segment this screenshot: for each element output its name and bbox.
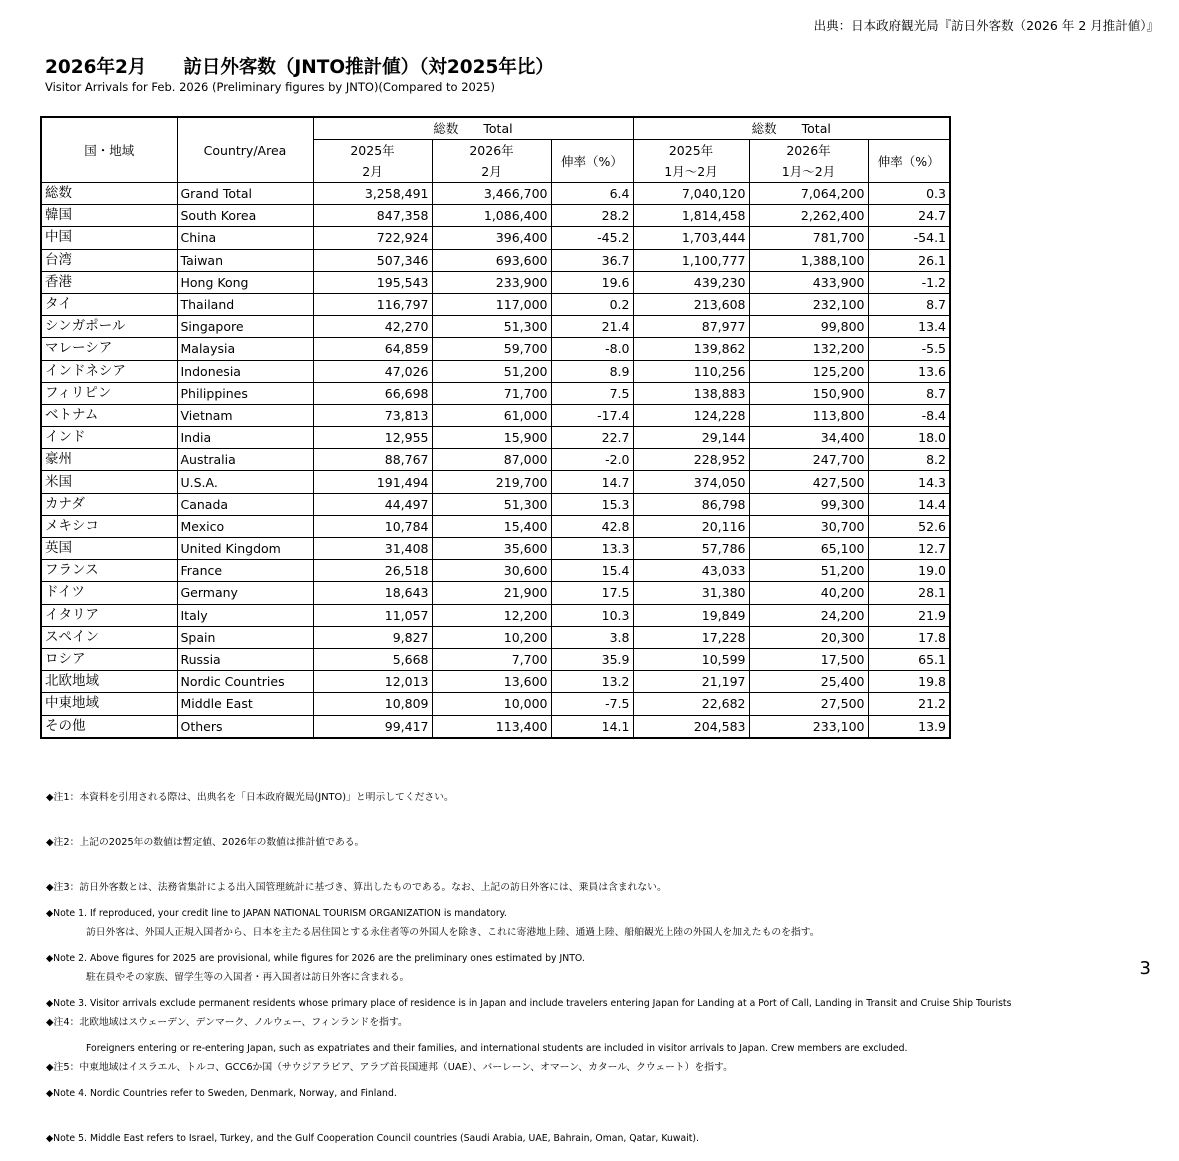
ytd-2025-value: 87,977 [633,316,749,338]
note-en-3: ◆Note 3. Visitor arrivals exclude permanent residents whose primary place of residence is in Japan and include travelers entering Japan for Landing at a Port of Call, Landing in Transit and Cruise Ship Tourists [46,998,1012,1009]
feb-growth-value: -17.4 [551,404,633,426]
feb-2026-value: 1,086,400 [432,205,551,227]
ytd-growth-value: 19.8 [868,671,950,693]
header-feb-growth: 伸率（%） [551,140,633,183]
feb-2025-value: 10,784 [313,515,432,537]
ytd-2026-value: 232,100 [749,293,868,315]
feb-growth-value: 36.7 [551,249,633,271]
ytd-2026-value: 7,064,200 [749,183,868,205]
ytd-2026-value: 1,388,100 [749,249,868,271]
country-name-en: Mexico [177,515,313,537]
feb-2026-value: 15,900 [432,427,551,449]
ytd-2025-value: 43,033 [633,560,749,582]
ytd-growth-value: -54.1 [868,227,950,249]
country-name-ja: 韓国 [41,205,177,227]
feb-2026-value: 51,300 [432,493,551,515]
feb-2025-value: 10,809 [313,693,432,715]
ytd-2025-value: 29,144 [633,427,749,449]
ytd-2026-value: 247,700 [749,449,868,471]
country-name-en: Russia [177,648,313,670]
ytd-2025-value: 10,599 [633,648,749,670]
ytd-2025-value: 228,952 [633,449,749,471]
country-name-en: Vietnam [177,404,313,426]
feb-2025-value: 47,026 [313,360,432,382]
feb-2026-value: 71,700 [432,382,551,404]
ytd-2026-value: 2,262,400 [749,205,868,227]
country-name-en: Philippines [177,382,313,404]
feb-growth-value: 14.1 [551,715,633,738]
ytd-growth-value: 17.8 [868,626,950,648]
feb-2026-value: 10,000 [432,693,551,715]
ytd-growth-value: 13.4 [868,316,950,338]
note-ja-1: ◆注1：本資料を引用される際は、出典名を「日本政府観光局(JNTO)」と明示してください。 [46,792,454,803]
ytd-growth-value: -5.5 [868,338,950,360]
ytd-growth-value: 13.9 [868,715,950,738]
ytd-growth-value: -8.4 [868,404,950,426]
ytd-2025-value: 1,100,777 [633,249,749,271]
country-name-ja: カナダ [41,493,177,515]
ytd-2026-value: 132,200 [749,338,868,360]
country-name-ja: タイ [41,293,177,315]
country-name-ja: 総数 [41,183,177,205]
country-name-en: France [177,560,313,582]
feb-growth-value: 13.3 [551,538,633,560]
ytd-growth-value: 14.4 [868,493,950,515]
feb-2026-value: 59,700 [432,338,551,360]
note-ja-3: ◆注3：訪日外客数とは、法務省集計による出入国管理統計に基づき、算出したものである。なお、上記の訪日外客には、乗員は含まれない。 [46,882,667,893]
feb-growth-value: -7.5 [551,693,633,715]
country-name-ja: 香港 [41,271,177,293]
table-row [41,227,950,249]
ytd-2025-value: 1,814,458 [633,205,749,227]
feb-2026-value: 10,200 [432,626,551,648]
header-group-feb: 総数 Total [313,117,633,140]
feb-2026-value: 3,466,700 [432,183,551,205]
header-ytd-growth: 伸率（%） [868,140,950,183]
ytd-2026-value: 427,500 [749,471,868,493]
header-ytd-2026-year: 2026年 [749,140,868,162]
feb-growth-value: 17.5 [551,582,633,604]
ytd-growth-value: 19.0 [868,560,950,582]
country-name-ja: インドネシア [41,360,177,382]
country-name-ja: イタリア [41,604,177,626]
feb-2025-value: 88,767 [313,449,432,471]
country-name-ja: 豪州 [41,449,177,471]
ytd-2025-value: 22,682 [633,693,749,715]
country-name-en: Others [177,715,313,738]
note-en-2: ◆Note 2. Above figures for 2025 are provisional, while figures for 2026 are the preliminary ones estimated by JNTO. [46,953,585,964]
ytd-2025-value: 439,230 [633,271,749,293]
feb-2026-value: 396,400 [432,227,551,249]
note-en-1: ◆Note 1. If reproduced, your credit line to JAPAN NATIONAL TOURISM ORGANIZATION is mandatory. [46,908,507,919]
table-row [41,493,950,515]
ytd-2026-value: 150,900 [749,382,868,404]
feb-2026-value: 21,900 [432,582,551,604]
feb-growth-value: -8.0 [551,338,633,360]
feb-2026-value: 30,600 [432,560,551,582]
country-name-ja: 中国 [41,227,177,249]
country-name-ja: 台湾 [41,249,177,271]
table-row [41,471,950,493]
feb-growth-value: 28.2 [551,205,633,227]
feb-growth-value: 7.5 [551,382,633,404]
table-row [41,538,950,560]
ytd-growth-value: -1.2 [868,271,950,293]
ytd-growth-value: 14.3 [868,471,950,493]
header-ytd-2026-months: 1月～2月 [749,161,868,183]
ytd-growth-value: 8.7 [868,293,950,315]
note-ja-2: ◆注2：上記の2025年の数値は暫定値、2026年の数値は推計値である。 [46,837,365,848]
ytd-growth-value: 65.1 [868,648,950,670]
country-name-ja: メキシコ [41,515,177,537]
feb-growth-value: 14.7 [551,471,633,493]
ytd-2025-value: 7,040,120 [633,183,749,205]
header-feb-2026-year: 2026年 [432,140,551,162]
ytd-2026-value: 233,100 [749,715,868,738]
ytd-2026-value: 40,200 [749,582,868,604]
country-name-en: U.S.A. [177,471,313,493]
ytd-2025-value: 110,256 [633,360,749,382]
feb-2025-value: 26,518 [313,560,432,582]
feb-2025-value: 66,698 [313,382,432,404]
ytd-growth-value: 21.9 [868,604,950,626]
country-name-en: Taiwan [177,249,313,271]
table-row [41,715,950,738]
feb-growth-value: 22.7 [551,427,633,449]
country-name-en: United Kingdom [177,538,313,560]
ytd-2026-value: 99,800 [749,316,868,338]
page-title: 2026年2月 訪日外客数（JNTO推計値）（対2025年比） [45,57,554,78]
ytd-2026-value: 99,300 [749,493,868,515]
country-name-en: Indonesia [177,360,313,382]
country-name-en: Grand Total [177,183,313,205]
table-row [41,316,950,338]
ytd-2026-value: 113,800 [749,404,868,426]
header-feb-2026-month: 2月 [432,161,551,183]
country-name-ja: インド [41,427,177,449]
table-row [41,404,950,426]
ytd-2026-value: 30,700 [749,515,868,537]
table-row [41,183,950,205]
country-name-ja: 英国 [41,538,177,560]
header-feb-2025-month: 2月 [313,161,432,183]
feb-2026-value: 51,300 [432,316,551,338]
feb-2026-value: 87,000 [432,449,551,471]
table-body [41,183,950,738]
feb-2026-value: 51,200 [432,360,551,382]
page-number: 3 [1139,958,1151,979]
ytd-2026-value: 24,200 [749,604,868,626]
visitor-arrivals-table [40,116,951,739]
note-en-5: ◆Note 5. Middle East refers to Israel, Turkey, and the Gulf Cooperation Council countries (Saudi Arabia, UAE, Bahrain, Oman, Qatar, Kuwait). [46,1133,699,1144]
feb-growth-value: 10.3 [551,604,633,626]
ytd-2025-value: 21,197 [633,671,749,693]
ytd-growth-value: 8.7 [868,382,950,404]
page-subtitle: Visitor Arrivals for Feb. 2026 (Preliminary figures by JNTO)(Compared to 2025) [45,80,495,94]
ytd-growth-value: 13.6 [868,360,950,382]
feb-growth-value: -45.2 [551,227,633,249]
note-ja-5: ◆注5：中東地域はイスラエル、トルコ、GCC6か国（サウジアラビア、アラブ首長国連邦（UAE）、バーレーン、オマーン、カタール、クウェート）を指す。 [46,1062,733,1073]
feb-growth-value: 6.4 [551,183,633,205]
ytd-growth-value: 8.2 [868,449,950,471]
country-name-en: India [177,427,313,449]
ytd-2025-value: 1,703,444 [633,227,749,249]
table-row [41,249,950,271]
table-row [41,293,950,315]
note-ja-3-line2: 訪日外客は、外国人正規入国者から、日本を主たる居住国とする永住者等の外国人を除き、これに寄港地上陸、通過上陸、船舶観光上陸の外国人を加えたものを指す。 [86,927,820,938]
feb-2026-value: 13,600 [432,671,551,693]
table-row [41,560,950,582]
table-row [41,271,950,293]
table-row [41,626,950,648]
ytd-2025-value: 20,116 [633,515,749,537]
feb-2026-value: 693,600 [432,249,551,271]
feb-2026-value: 12,200 [432,604,551,626]
feb-2025-value: 42,270 [313,316,432,338]
note-ja-4: ◆注4：北欧地域はスウェーデン、デンマーク、ノルウェー、フィンランドを指す。 [46,1017,408,1028]
feb-2025-value: 18,643 [313,582,432,604]
country-name-ja: フランス [41,560,177,582]
country-name-en: Thailand [177,293,313,315]
country-name-en: Hong Kong [177,271,313,293]
feb-2025-value: 191,494 [313,471,432,493]
table-row [41,693,950,715]
header-region-en: Country/Area [177,117,313,183]
ytd-growth-value: 18.0 [868,427,950,449]
feb-2025-value: 3,258,491 [313,183,432,205]
ytd-growth-value: 52.6 [868,515,950,537]
country-name-en: Middle East [177,693,313,715]
feb-2025-value: 847,358 [313,205,432,227]
ytd-2026-value: 20,300 [749,626,868,648]
feb-growth-value: -2.0 [551,449,633,471]
feb-2026-value: 35,600 [432,538,551,560]
feb-growth-value: 19.6 [551,271,633,293]
country-name-ja: スペイン [41,626,177,648]
country-name-ja: 北欧地域 [41,671,177,693]
feb-2025-value: 116,797 [313,293,432,315]
ytd-2025-value: 139,862 [633,338,749,360]
feb-growth-value: 8.9 [551,360,633,382]
table-row [41,338,950,360]
country-name-ja: その他 [41,715,177,738]
feb-2026-value: 233,900 [432,271,551,293]
ytd-growth-value: 12.7 [868,538,950,560]
ytd-2025-value: 19,849 [633,604,749,626]
feb-2026-value: 61,000 [432,404,551,426]
ytd-2026-value: 51,200 [749,560,868,582]
feb-2026-value: 113,400 [432,715,551,738]
ytd-2025-value: 17,228 [633,626,749,648]
feb-2025-value: 9,827 [313,626,432,648]
country-name-en: Nordic Countries [177,671,313,693]
country-name-en: Canada [177,493,313,515]
table-row [41,449,950,471]
notes-english [46,876,1011,1161]
feb-growth-value: 0.2 [551,293,633,315]
feb-growth-value: 21.4 [551,316,633,338]
ytd-2025-value: 57,786 [633,538,749,560]
source-credit: 出典：日本政府観光局『訪日外客数（2026 年 2 月推計値）』 [813,18,1159,33]
ytd-2026-value: 781,700 [749,227,868,249]
ytd-growth-value: 0.3 [868,183,950,205]
country-name-en: Germany [177,582,313,604]
feb-growth-value: 15.3 [551,493,633,515]
feb-2025-value: 195,543 [313,271,432,293]
note-en-4: ◆Note 4. Nordic Countries refer to Sweden, Denmark, Norway, and Finland. [46,1088,397,1099]
feb-2026-value: 15,400 [432,515,551,537]
feb-growth-value: 13.2 [551,671,633,693]
ytd-growth-value: 28.1 [868,582,950,604]
table-row [41,382,950,404]
feb-2025-value: 722,924 [313,227,432,249]
ytd-growth-value: 21.2 [868,693,950,715]
table-row [41,604,950,626]
country-name-en: Malaysia [177,338,313,360]
country-name-en: South Korea [177,205,313,227]
ytd-growth-value: 26.1 [868,249,950,271]
header-ytd-2025-months: 1月～2月 [633,161,749,183]
country-name-ja: ドイツ [41,582,177,604]
table-row [41,648,950,670]
header-ytd-2025-year: 2025年 [633,140,749,162]
feb-2025-value: 5,668 [313,648,432,670]
feb-2025-value: 12,955 [313,427,432,449]
note-ja-3-line3: 駐在員やその家族、留学生等の入国者・再入国者は訪日外客に含まれる。 [86,972,410,983]
ytd-2025-value: 204,583 [633,715,749,738]
table-row [41,205,950,227]
feb-2025-value: 31,408 [313,538,432,560]
ytd-2026-value: 34,400 [749,427,868,449]
ytd-2025-value: 374,050 [633,471,749,493]
feb-2026-value: 7,700 [432,648,551,670]
table-row [41,360,950,382]
country-name-ja: ベトナム [41,404,177,426]
country-name-ja: 中東地域 [41,693,177,715]
country-name-ja: マレーシア [41,338,177,360]
feb-2025-value: 12,013 [313,671,432,693]
country-name-ja: ロシア [41,648,177,670]
feb-2025-value: 44,497 [313,493,432,515]
ytd-2025-value: 213,608 [633,293,749,315]
note-en-3-line2: Foreigners entering or re-entering Japan, such as expatriates and their families, and international students are included in visitor arrivals to Japan. Crew members are excluded. [86,1043,908,1054]
feb-2025-value: 73,813 [313,404,432,426]
feb-growth-value: 3.8 [551,626,633,648]
country-name-ja: シンガポール [41,316,177,338]
feb-2025-value: 64,859 [313,338,432,360]
feb-2025-value: 11,057 [313,604,432,626]
feb-2025-value: 507,346 [313,249,432,271]
ytd-2026-value: 27,500 [749,693,868,715]
country-name-ja: フィリピン [41,382,177,404]
table-row [41,427,950,449]
feb-2026-value: 117,000 [432,293,551,315]
ytd-2025-value: 86,798 [633,493,749,515]
ytd-2026-value: 125,200 [749,360,868,382]
country-name-en: China [177,227,313,249]
ytd-growth-value: 24.7 [868,205,950,227]
table-row [41,582,950,604]
table-row [41,515,950,537]
country-name-en: Australia [177,449,313,471]
header-region-ja: 国・地域 [41,117,177,183]
ytd-2026-value: 17,500 [749,648,868,670]
ytd-2026-value: 65,100 [749,538,868,560]
header-group-ytd: 総数 Total [633,117,950,140]
feb-2026-value: 219,700 [432,471,551,493]
ytd-2025-value: 31,380 [633,582,749,604]
ytd-2026-value: 433,900 [749,271,868,293]
feb-growth-value: 42.8 [551,515,633,537]
country-name-ja: 米国 [41,471,177,493]
header-feb-2025-year: 2025年 [313,140,432,162]
ytd-2026-value: 25,400 [749,671,868,693]
ytd-2025-value: 138,883 [633,382,749,404]
country-name-en: Spain [177,626,313,648]
ytd-2025-value: 124,228 [633,404,749,426]
feb-2025-value: 99,417 [313,715,432,738]
feb-growth-value: 15.4 [551,560,633,582]
feb-growth-value: 35.9 [551,648,633,670]
table-row [41,671,950,693]
country-name-en: Italy [177,604,313,626]
country-name-en: Singapore [177,316,313,338]
